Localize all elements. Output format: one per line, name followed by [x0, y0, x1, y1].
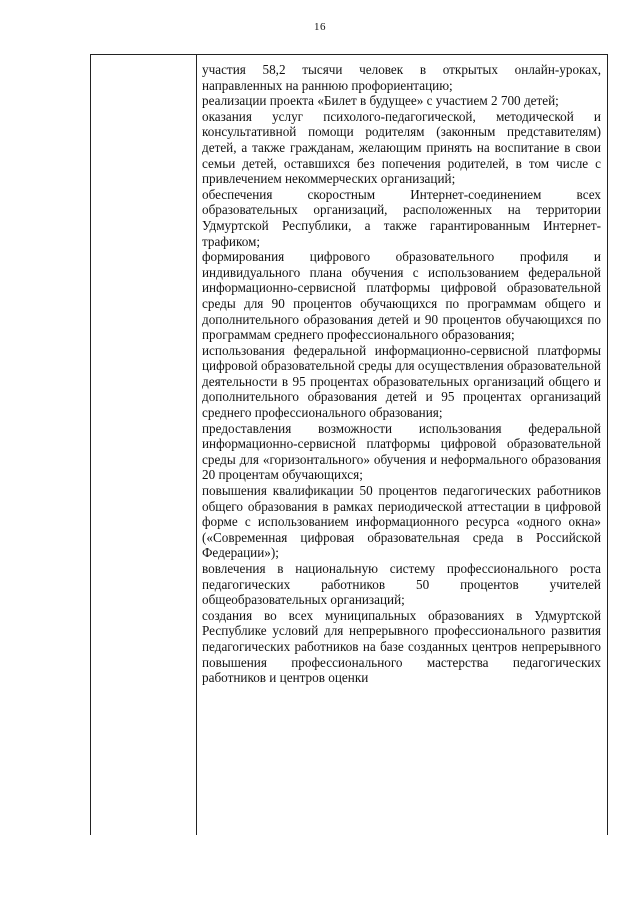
- list-item: повышения квалификации 50 процентов педагогических работников общего образования в рамках периодической аттестации в цифровой форме с использованием информационного ресурса «одного окна» («Современная цифровая образовательная среда в Российской Федерации»);: [202, 483, 601, 561]
- document-table: [90, 54, 608, 835]
- table-left-cell: [91, 55, 197, 835]
- list-item: вовлечения в национальную систему профессионального роста педагогических работников 50 процентов учителей общеобразовательных организаций;: [202, 561, 601, 608]
- list-item: создания во всех муниципальных образованиях в Удмуртской Республике условий для непрерывного профессионального развития педагогических работников на базе созданных центров непрерывного повышения профессионального мастерства педагогических работников и центров оценки: [202, 607, 601, 686]
- list-item: оказания услуг психолого-педагогической, методической и консультативной помощи родителям (законным представителям) детей, а также гражданам, желающим принять на воспитание в свои семьи детей, оставшихся без попечения родителей, в том числе с привлечением некоммерческих организаций;: [202, 108, 601, 187]
- list-item: реализации проекта «Билет в будущее» с участием 2 700 детей;: [202, 93, 559, 109]
- list-item: использования федеральной информационно-сервисной платформы цифровой образовательной среды для осуществления образовательной деятельности в 95 процентах образовательных организаций общего и дополнительного образования детей и 95 процентах организаций среднего профессионального образования;: [202, 342, 601, 421]
- page-number: 16: [314, 21, 326, 33]
- list-item: формирования цифрового образовательного профиля и индивидуального плана обучения с использованием федеральной информационно-сервисной платформы цифровой образовательной среды для 90 процентов обучающихся по программам общего и дополнительного образования детей и 90 процентов обучающихся по программам среднего профессионального образования;: [202, 249, 601, 343]
- list-item: обеспечения скоростным Интернет-соединением всех образовательных организаций, расположенных на территории Удмуртской Республики, а также гарантированным Интернет-трафиком;: [202, 186, 601, 249]
- list-item: участия 58,2 тысячи человек в открытых онлайн-уроках, направленных на раннюю профориентацию;: [202, 62, 601, 93]
- table-right-cell: [197, 55, 607, 835]
- list-item: предоставления возможности использования федеральной информационно-сервисной платформы цифровой образовательной среды для «горизонтального» обучения и неформального образования 20 процентам обучающихся;: [202, 420, 601, 483]
